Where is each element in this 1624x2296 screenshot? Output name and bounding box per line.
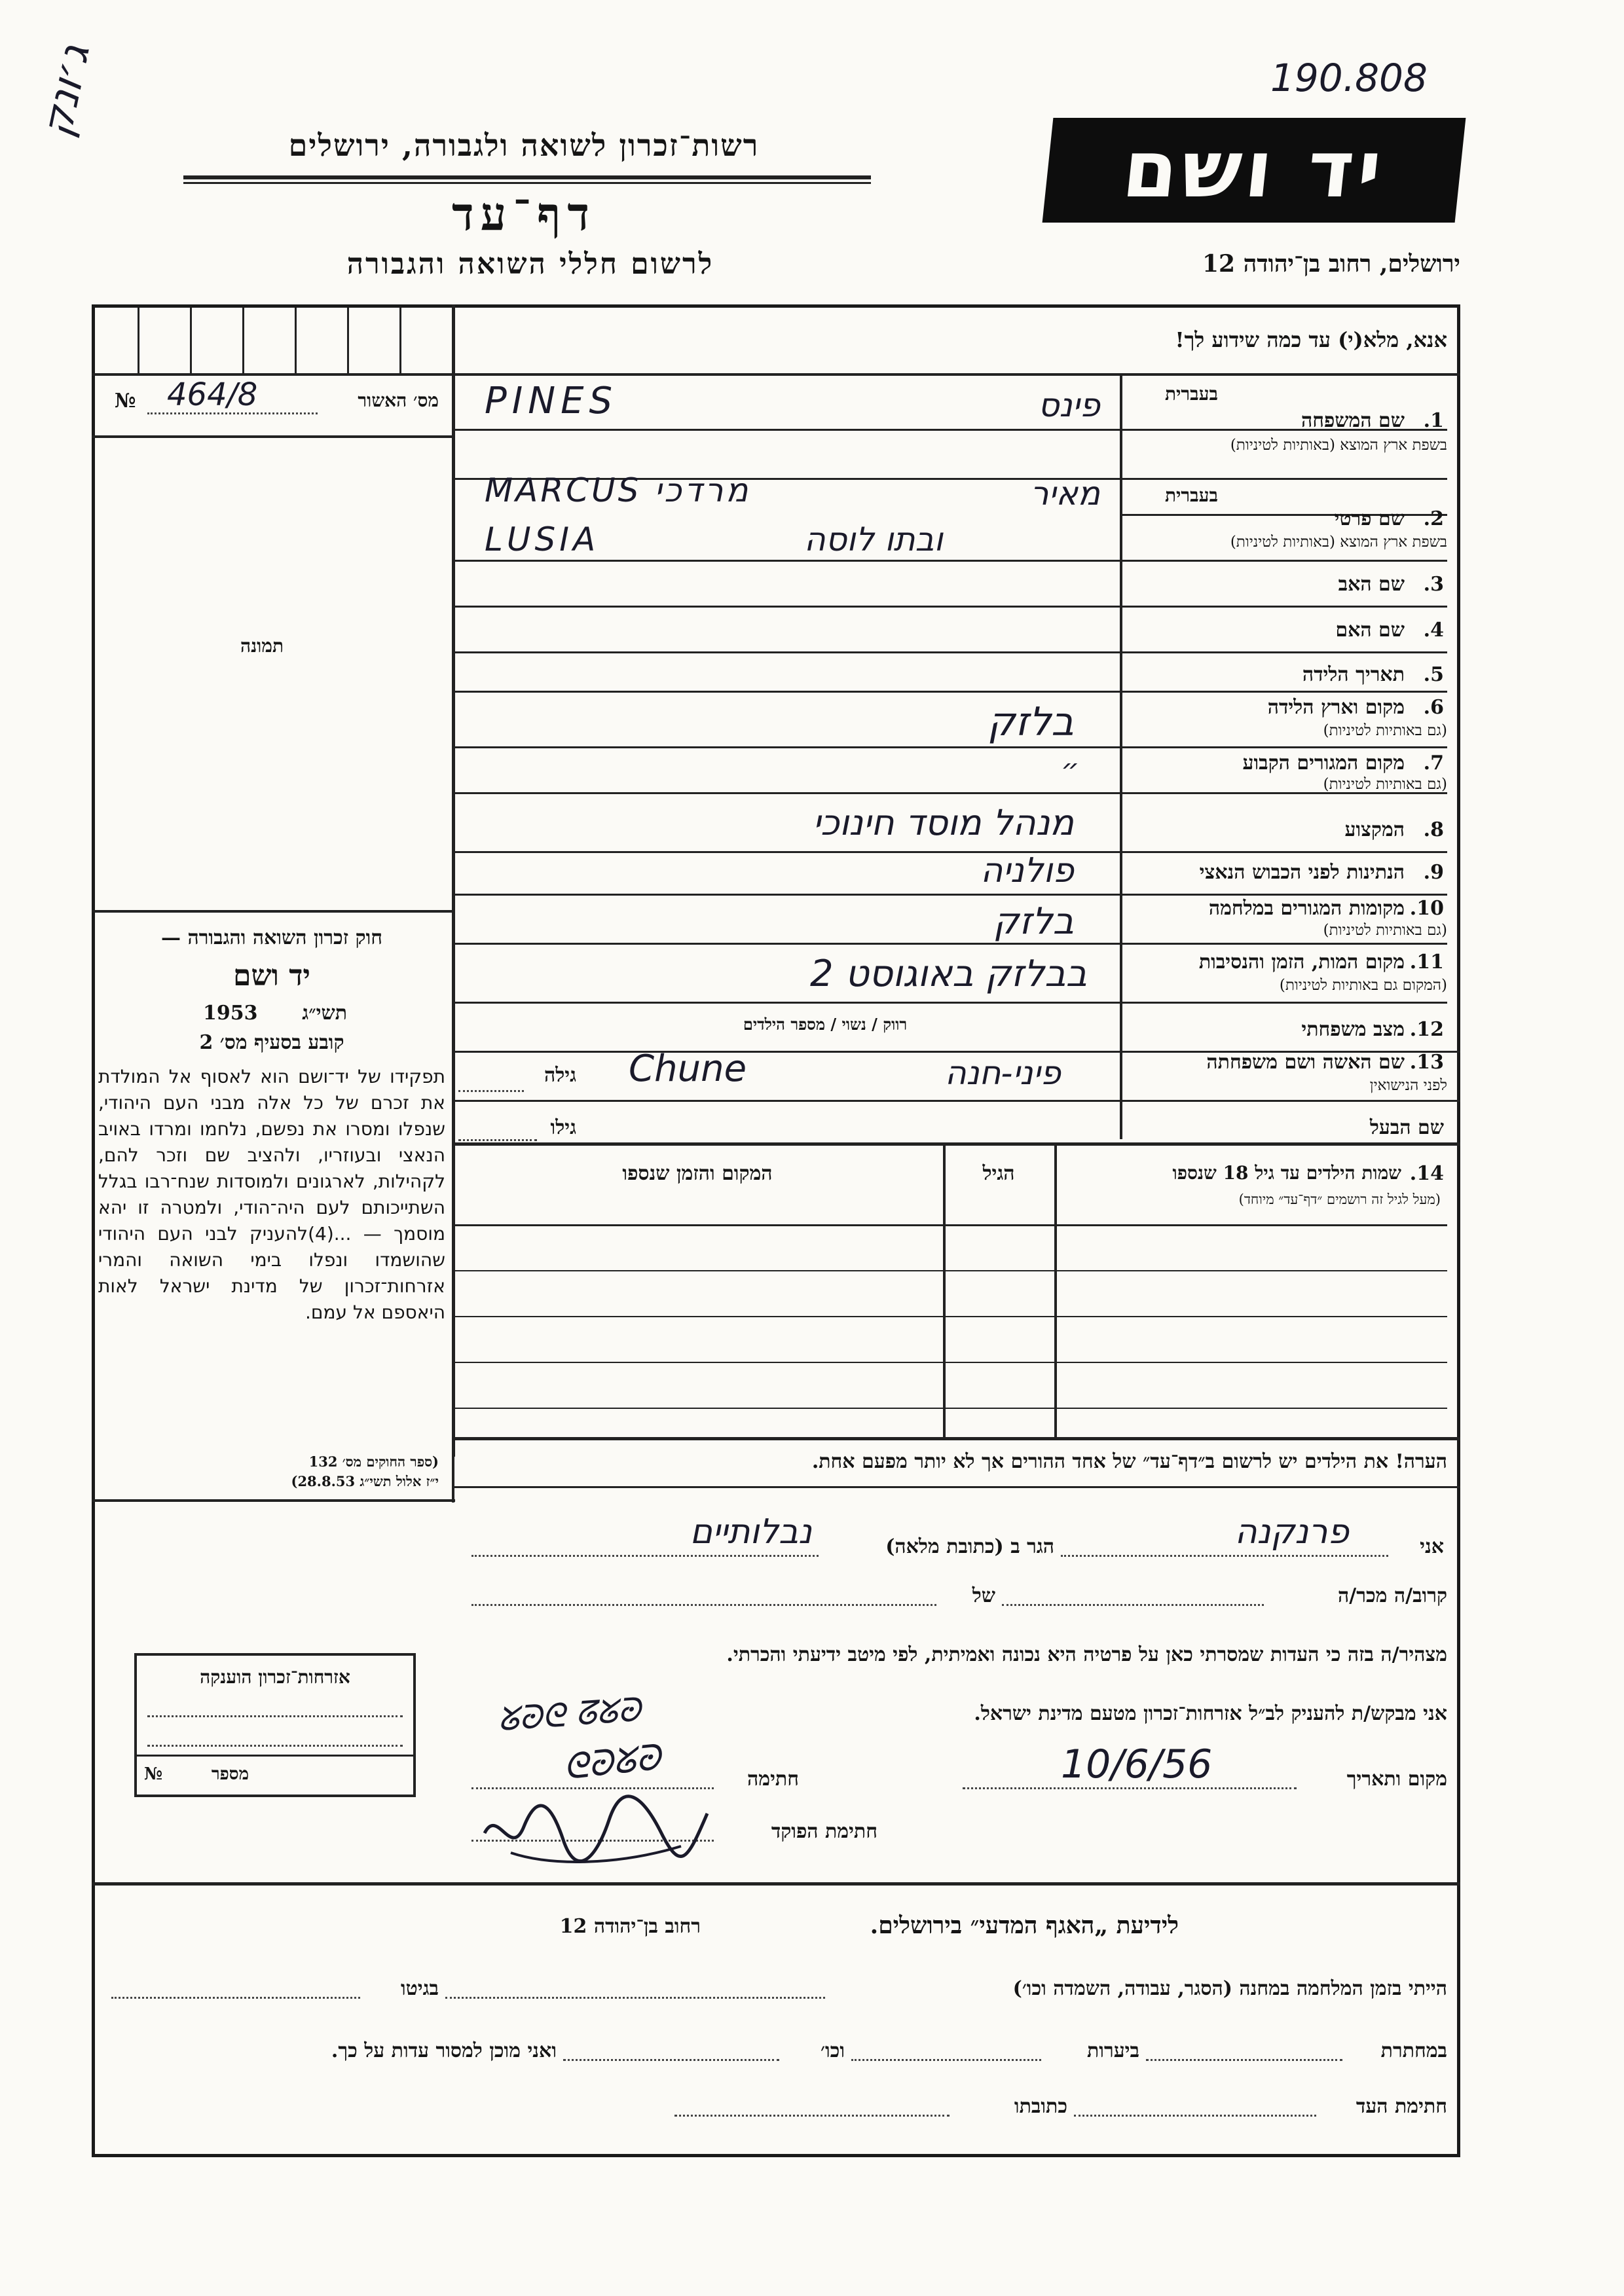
- law-name: יד ושם: [233, 959, 310, 993]
- corner-handwriting: ג׳ונק: [33, 40, 100, 141]
- declarant-declare: מצהיר/ה בזה כי העדות שמסרתי כאן על פרטיה היא נכונה ואמיתית, לפי מיטב ידיעתי והכרתי.: [726, 1643, 1447, 1666]
- declarant-of: של: [972, 1584, 995, 1607]
- field-4-num: 4.: [1423, 619, 1444, 642]
- bottom-ghetto: בגיטו: [400, 1977, 439, 2000]
- field-4-label: שם האם: [1335, 619, 1405, 642]
- field-8-value[interactable]: מנהל מוסד חינוכי: [813, 802, 1074, 843]
- field-2-num: 2.: [1423, 507, 1444, 530]
- bottom-ready: ואני מוכן למסור עדות על כך.: [331, 2039, 557, 2062]
- field-6-value[interactable]: בלזק: [987, 699, 1074, 745]
- field-8-label: המקצוע: [1344, 818, 1405, 841]
- logo-text: יד ושם: [1118, 124, 1390, 215]
- field-1-latin-value[interactable]: PINES: [485, 380, 618, 422]
- field-6-label: מקום וארץ הלידה: [1267, 696, 1405, 719]
- declarant-request: אני מבקש/ת להעניק לב״ל אזרחות־זכרון מטעם מדינת ישראל.: [974, 1702, 1447, 1725]
- field-7-num: 7.: [1423, 752, 1444, 774]
- law-ref-2: י״ז אלול תשי״ג 28.8.53): [291, 1473, 439, 1489]
- field-1-hebrew-value[interactable]: פינס: [1038, 386, 1100, 424]
- field-10-num: 10.: [1409, 897, 1444, 920]
- approval-label: מס׳ האשור: [358, 390, 439, 411]
- yad-vashem-logo: [1043, 118, 1466, 223]
- bottom-title: לידיעת „האגף המדעי״ בירושלים.: [870, 1912, 1179, 1939]
- declarant-relative: קרוב/ה מכר/ה: [1338, 1584, 1447, 1607]
- declarant-name[interactable]: פרנקנה: [1234, 1512, 1349, 1552]
- field-13-sub: לפני הנישואין: [1369, 1077, 1447, 1094]
- field-11-num: 11.: [1409, 951, 1444, 974]
- date-value[interactable]: 10/6/56: [1061, 1741, 1213, 1787]
- field-13-num: 13.: [1409, 1051, 1444, 1074]
- signature-scrawl-2: ᘓᘒᘜᘒ: [561, 1736, 663, 1788]
- law-text: תפקידו של יד־ושם הוא לאסוף אל המולדת את זכרם של כל אלה מבני העם היהודי, שנפלו ומסרו את נפשם, נלחמו ומרדו באויב הנאצי ובעוזריו, ולהציב שם וזכר להם, לקהילות, לארגונים ולמוסדות שנח־רבו בגלל השתייכותם לעם היה־הודי, ולמטרה זו יהא מוסמך — ...(4)להעניק לבני העם היהודי שהושמדו ונפלו בימי השואה והמרי אזרחות־זכרון של מדינת ישראל לאות היאספם אל עמם.: [98, 1066, 445, 1323]
- field-6-sub: (גם באותיות לטיניות): [1323, 722, 1447, 739]
- field-8-num: 8.: [1423, 818, 1444, 841]
- field-7-label: מקום המגורים הקבוע: [1242, 752, 1405, 774]
- field-9-num: 9.: [1423, 861, 1444, 884]
- field-13-age-label: גילה: [544, 1064, 576, 1087]
- form-subtitle: לרשום חללי השואה והגבורה: [346, 247, 714, 281]
- authority-line: רשות־זכרון לשואה ולגבורה, ירושלים: [288, 128, 760, 163]
- bottom-underground: במחתרת: [1380, 2039, 1447, 2062]
- stamp-number: 190.808: [1270, 56, 1428, 100]
- field-1-num: 1.: [1423, 409, 1444, 432]
- declarant-ani: אני: [1420, 1535, 1444, 1558]
- children-header-age: הגיל: [982, 1162, 1015, 1185]
- field-12-num: 12.: [1409, 1018, 1444, 1041]
- signature-scrawl-1: ᘜᘒᘓ ᘔᘜᘒ: [496, 1690, 642, 1739]
- bottom-address: רחוב בן־יהודה 12: [559, 1915, 701, 1938]
- field-2-sub: בשפת ארץ המוצא (באותיות לטיניות): [1230, 534, 1447, 551]
- field-5-label: תאריך הלידה: [1302, 663, 1405, 686]
- field-2-second-hebrew[interactable]: ובתו לוסה: [803, 520, 943, 558]
- bottom-witness-sig: חתימת העד: [1356, 2095, 1447, 2118]
- photo-label: תמונה: [240, 635, 284, 657]
- signature-label: חתימה: [747, 1768, 799, 1791]
- approval-number: 464/8: [167, 376, 258, 413]
- field-2-label: שם פרטי: [1334, 507, 1405, 530]
- field-5-num: 5.: [1423, 663, 1444, 686]
- citizenship-number-label: מספר: [211, 1764, 249, 1784]
- field-7-sub: (גם באותיות לטיניות): [1323, 776, 1447, 793]
- field-2-hebrew-col: בעברית: [1164, 484, 1218, 506]
- bottom-line-1: הייתי בזמן המלחמה במחנה (הסגר, עבודה, השמדה וכו׳): [1012, 1977, 1447, 2000]
- field-1-label: שם המשפחה: [1301, 409, 1405, 432]
- husband-age-label: גילו: [550, 1116, 576, 1139]
- field-6-num: 6.: [1423, 696, 1444, 719]
- address-line: ירושלים, רחוב בן־יהודה 12: [1202, 250, 1460, 278]
- field-1-hebrew-col: בעברית: [1164, 383, 1218, 405]
- field-2-hebrew-value[interactable]: מאיר: [1030, 475, 1100, 513]
- law-title: חוק זכרון השואה והגבורה —: [161, 926, 382, 949]
- declarant-lives-at: הגר ב (כתובת מלאה): [885, 1535, 1054, 1558]
- field-12-label: מצב משפחתי: [1301, 1018, 1405, 1041]
- approval-no-symbol: №: [115, 390, 136, 412]
- field-2-second-latin[interactable]: LUSIA: [485, 520, 600, 558]
- field-10-value[interactable]: בלזק: [993, 900, 1074, 943]
- officer-signature-label: חתימת הפוקד: [771, 1820, 877, 1843]
- children-header-sub: (מעל לגיל זה רושמים ״דף־עד״ מיוחד): [1238, 1192, 1441, 1207]
- field-9-value[interactable]: פולניה: [980, 851, 1074, 890]
- children-num: 14.: [1409, 1162, 1444, 1185]
- field-12-value: רווק / נשוי / מספר הילדים: [743, 1015, 908, 1034]
- field-11-value[interactable]: בבלזק באוגוסט 2: [810, 953, 1087, 995]
- field-2-latin-value[interactable]: MARCUS מרדכי: [485, 471, 751, 509]
- intro-text: אנא, מלא(י) עד כמה שידוע לך!: [1175, 327, 1447, 352]
- field-13-value-2[interactable]: פיני-חנה: [944, 1054, 1061, 1092]
- field-9-label: הנתינות לפני הכבוש הנאצי: [1199, 861, 1405, 884]
- bottom-address-label: כתובתו: [1014, 2095, 1067, 2118]
- field-11-sub: (המקום גם באותיות לטיניות): [1279, 977, 1447, 994]
- law-year: 1953: [203, 1002, 258, 1025]
- place-date-label: מקום ותאריך: [1346, 1768, 1447, 1791]
- field-3-num: 3.: [1423, 573, 1444, 596]
- children-header-place: המקום והזמן שנספו: [622, 1162, 773, 1185]
- field-3-label: שם האב: [1338, 573, 1405, 596]
- field-7-value[interactable]: ״: [1061, 753, 1080, 786]
- field-13-value[interactable]: Chune: [629, 1048, 747, 1090]
- authority-underline: [183, 175, 871, 179]
- husband-label: שם הבעל: [1369, 1116, 1444, 1139]
- declarant-address[interactable]: נבלותיים: [690, 1512, 812, 1552]
- form-title: דף־עד: [451, 187, 596, 241]
- field-1-sub: בשפת ארץ המוצא (באותיות לטיניות): [1230, 437, 1447, 454]
- officer-signature-scrawl: [471, 1781, 720, 1872]
- law-clause: קובע בסעיף מס׳ 2: [199, 1031, 344, 1054]
- law-year-heb: תשי״ג: [302, 1002, 347, 1025]
- field-10-sub: (גם באותיות לטיניות): [1323, 922, 1447, 939]
- law-ref-1: (ספר החוקים מס׳ 132: [308, 1453, 439, 1470]
- field-10-label: מקומות המגורים במלחמה: [1208, 897, 1405, 920]
- note-text: הערה! את הילדים יש לרשום ב״דף־עד״ של אחד ההורים אך לא יותר מפעם אחת.: [811, 1450, 1447, 1473]
- children-header-name: שמות הילדים עד גיל 18 שנספו: [1172, 1162, 1401, 1184]
- field-11-label: מקום המות, הזמן והנסיבות: [1198, 951, 1405, 974]
- citizenship-title: אזרחות־זכרון הוענקה: [200, 1666, 350, 1688]
- bottom-etc: וכו׳: [821, 2039, 845, 2062]
- citizenship-no-symbol: №: [144, 1764, 163, 1784]
- bottom-forests: ביערות: [1086, 2039, 1139, 2062]
- field-13-label: שם האשה ושם משפחתה: [1206, 1051, 1405, 1074]
